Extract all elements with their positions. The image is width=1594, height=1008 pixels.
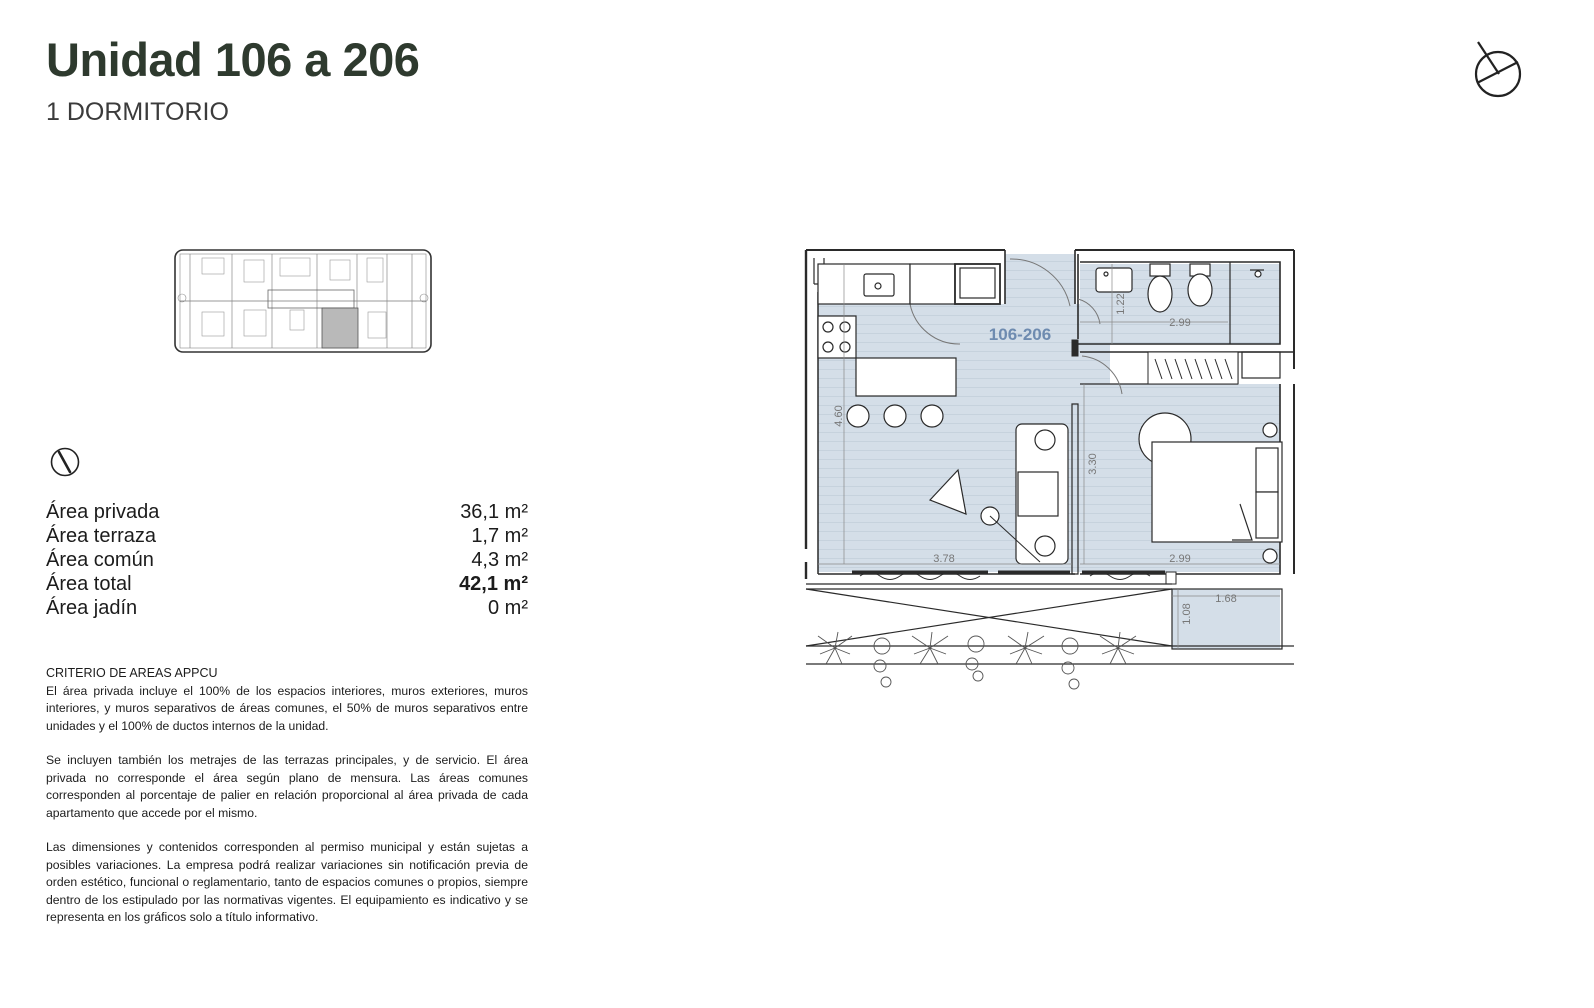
area-label: Área privada: [46, 501, 160, 523]
dim-bedroom-width: 2.99: [1169, 553, 1191, 565]
area-value: 4,3 m²: [471, 549, 528, 571]
criteria-section: [46, 665, 528, 944]
unit-label: 106-206: [988, 325, 1052, 344]
area-value: 36,1 m²: [460, 501, 528, 523]
dim-living-width: 3.78: [933, 553, 955, 565]
area-label: Área común: [46, 549, 154, 571]
criteria-paragraph: Se incluyen también los metrajes de las terrazas principales, y de servicio. El área privada no corresponde el área según plano de mensura. Las áreas comunes corresponden al porcentaje de palier en relación proporcional al área privada de cada apartamento que accede por el mismo.: [46, 753, 528, 820]
dim-terrace-width: 1.68: [1215, 593, 1237, 605]
criteria-paragraph: Las dimensiones y contenidos corresponden al permiso municipal y están sujetas a posibles variaciones. La empresa podrá realizar variaciones sin notificación previa de orden estético, funcional o reglamentario, tanto de espacios comunes o propios, siempre dentro de los estipulado por las normativas vigentes. El equipamiento es indicativo y se representa en los gráficos solo a título informativo.: [46, 840, 528, 924]
area-label: Área total: [46, 573, 132, 595]
area-value: 0 m²: [488, 597, 528, 619]
criteria-title: CRITERIO DE AREAS APPCU: [46, 666, 218, 680]
area-value: 42,1 m²: [459, 573, 528, 595]
area-row-comun: [46, 548, 528, 572]
dim-bath-width: 2.99: [1169, 317, 1191, 329]
brand-logo-icon: [1470, 36, 1526, 100]
key-plan: [172, 246, 434, 358]
area-label: Área terraza: [46, 525, 157, 547]
area-row-jardin: [46, 596, 528, 620]
criteria-paragraph: El área privada incluye el 100% de los espacios interiores, muros exteriores, muros interiores, y muros separativos de áreas comunes, el 50% de muros separativos entre unidades y el 100% de ductos internos de la unidad.: [46, 683, 528, 733]
dim-bath-depth: 1.22: [1115, 293, 1127, 315]
page-title: Unidad 106 a 206: [46, 33, 420, 86]
area-row-total: [46, 572, 528, 596]
floor-plan: [800, 244, 1300, 694]
page-subtitle: 1 DORMITORIO: [46, 98, 229, 126]
area-value: 1,7 m²: [471, 525, 528, 547]
area-row-privada: [46, 500, 528, 524]
dim-bedroom-depth: 3.30: [1087, 453, 1099, 475]
dim-living-depth: 4.60: [833, 405, 845, 427]
areas-table: [46, 500, 528, 620]
north-arrow-icon: [48, 445, 82, 479]
dim-terrace-depth: 1.08: [1181, 603, 1193, 625]
area-label: Área jadín: [46, 597, 138, 619]
sofa: [1016, 424, 1068, 564]
wardrobe: [1148, 352, 1238, 384]
area-row-terraza: [46, 524, 528, 548]
plants: [818, 632, 1136, 689]
stools: [847, 405, 943, 427]
